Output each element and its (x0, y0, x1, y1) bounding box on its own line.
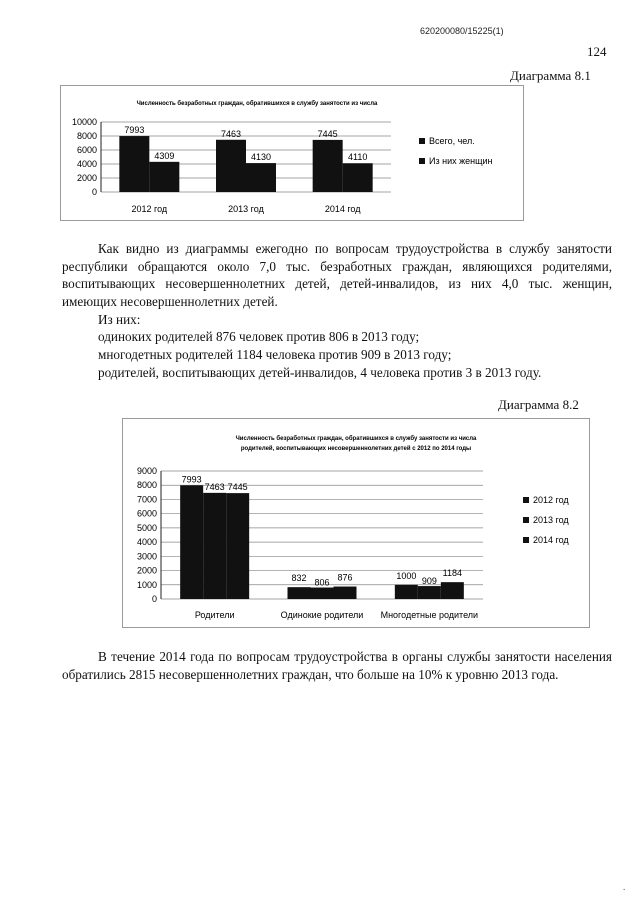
list-item-large-families: многодетных родителей 1184 человека против 909 в 2013 году; (98, 347, 452, 362)
chart-1-y-tick: 4000 (76, 159, 97, 169)
chart-2-x-tick: Многодетные родители (380, 610, 479, 620)
chart-1-title: Численность безработных граждан, обратившихся в службу занятости из числа (136, 101, 378, 107)
chart-1-bar (343, 163, 373, 192)
chart-2-legend-swatch (523, 537, 529, 543)
chart-1-y-tick: 8000 (76, 131, 97, 141)
chart-1-x-tick: 2014 год (324, 204, 361, 214)
chart-2-title-line: родителей, воспитывающих несовершеннолетних детей с 2012 по 2014 годы (240, 446, 472, 452)
chart-1-data-label: 7445 (317, 128, 338, 139)
document-code: 620200080/15225(1) (420, 26, 504, 36)
chart-2-y-tick: 2000 (136, 565, 157, 576)
paragraph-2-text: В течение 2014 года по вопросам трудоустройства в органы службы занятости населения обратились 2815 несовершеннолетних граждан, что больше на 10% к уровню 2013 года. (62, 649, 612, 682)
diagram-caption-1: Диаграмма 8.1 (510, 68, 591, 83)
chart-2-bar (441, 582, 464, 599)
edge-mark: . (623, 882, 626, 892)
chart-1-frame (60, 85, 524, 221)
chart-2-bar (226, 493, 249, 599)
chart-2-bar (395, 585, 418, 599)
paragraph-1-text: Как видно из диаграммы ежегодно по вопросам трудоустройства в службу занятости республики обращаются около 7,0 тыс. безработных граждан, являющихся родителями, воспитывающих несовершеннолетних детей, детей-инвалидов, из них 4,0 тыс. женщин, имеющих несовершеннолетних детей. (62, 241, 612, 309)
chart-2-bar (180, 485, 203, 599)
chart-2-data-label: 806 (314, 577, 330, 588)
chart-2-legend-label: 2013 год (533, 515, 569, 525)
chart-2-data-label: 909 (421, 576, 437, 587)
chart-2-bar (203, 493, 226, 599)
chart-2-data-label: 7993 (181, 474, 202, 485)
chart-2-bar (334, 587, 357, 599)
chart-2-data-label: 832 (291, 573, 307, 584)
chart-1-legend-swatch (419, 138, 425, 144)
list-intro: Из них: (98, 312, 141, 327)
chart-1-bar (216, 140, 246, 192)
chart-1-data-label: 4309 (154, 150, 175, 161)
chart-1-y-tick: 2000 (76, 173, 97, 183)
chart-1-x-tick: 2012 год (131, 204, 168, 214)
chart-1-y-tick: 6000 (76, 145, 97, 155)
page-number: 124 (587, 44, 607, 59)
chart-2-y-tick: 1000 (136, 579, 157, 590)
chart-1-legend-swatch (419, 158, 425, 164)
chart-1-bar (149, 162, 179, 192)
chart-2-data-label: 7463 (204, 481, 225, 492)
chart-2-data-label: 1000 (396, 570, 417, 581)
chart-1-bar (246, 163, 276, 192)
chart-2-y-tick: 8000 (136, 480, 157, 491)
chart-2-data-label: 876 (337, 572, 353, 583)
chart-2-y-tick: 0 (151, 594, 157, 604)
chart-2-y-tick: 3000 (136, 551, 157, 562)
paragraph-1 (62, 240, 612, 310)
chart-1-data-label: 4110 (347, 152, 368, 163)
chart-2-y-tick: 7000 (136, 494, 157, 505)
diagram-caption-2: Диаграмма 8.2 (498, 397, 579, 412)
chart-1-y-tick: 0 (91, 187, 97, 197)
chart-2-legend-swatch (523, 517, 529, 523)
chart-1-y-tick: 10000 (71, 117, 97, 127)
chart-2-data-label: 7445 (227, 482, 248, 493)
chart-1-x-tick: 2013 год (228, 204, 264, 214)
chart-1-bar (119, 136, 149, 192)
chart-1-legend-label: Из них женщин (429, 156, 493, 166)
chart-2-title-line: Численность безработных граждан, обратившихся в службу занятости из числа (235, 436, 477, 442)
chart-2-y-tick: 5000 (136, 522, 157, 533)
chart-2-frame (122, 418, 590, 628)
chart-2-bar (288, 587, 311, 599)
chart-1-data-label: 4130 (250, 152, 272, 163)
chart-2-y-tick: 4000 (136, 537, 157, 548)
chart-1-data-label: 7463 (220, 128, 242, 139)
chart-2-bar (311, 588, 334, 599)
chart-2-x-tick: Одинокие родители (280, 610, 364, 620)
chart-2-data-label: 1184 (442, 568, 463, 579)
chart-2-legend-label: 2014 год (533, 535, 569, 545)
list-item-single-parents: одиноких родителей 876 человек против 806 в 2013 году; (98, 329, 420, 344)
chart-2-y-tick: 9000 (136, 466, 157, 476)
list-item-disabled-children: родителей, воспитывающих детей-инвалидов, 4 человека против 3 в 2013 году. (98, 365, 542, 380)
chart-1-legend-label: Всего, чел. (429, 136, 475, 146)
chart-1 (61, 86, 523, 220)
chart-1-bar (313, 140, 343, 192)
chart-1-data-label: 7993 (124, 125, 145, 136)
chart-2-bar (418, 586, 441, 599)
chart-2-x-tick: Родители (194, 610, 235, 620)
chart-2-legend-swatch (523, 497, 529, 503)
chart-2 (123, 419, 589, 627)
paragraph-2 (62, 648, 612, 683)
chart-2-y-tick: 6000 (136, 508, 157, 519)
chart-2-legend-label: 2012 год (533, 495, 569, 505)
